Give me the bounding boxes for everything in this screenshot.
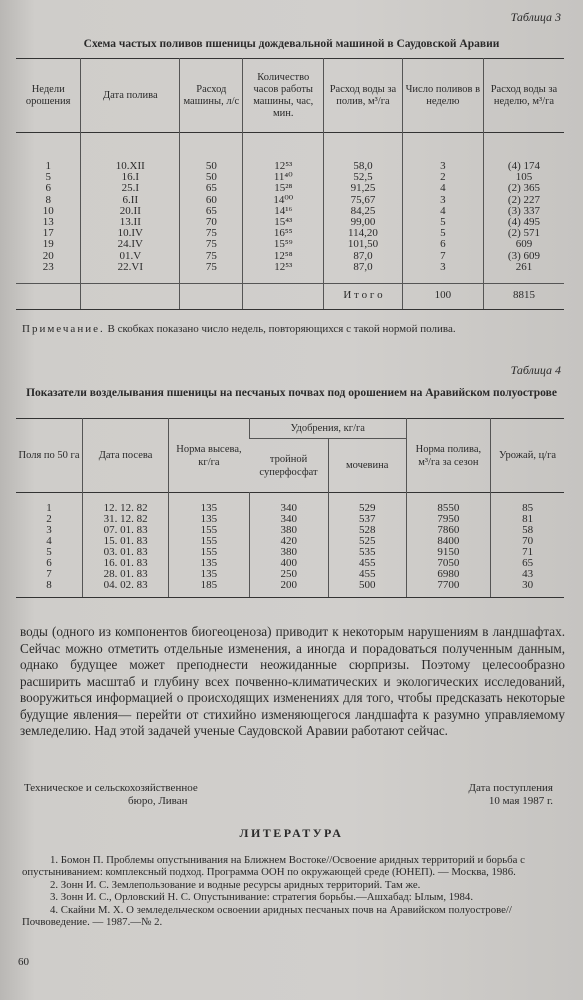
received-line1: Дата поступления — [468, 782, 553, 794]
table-cell: 58,0 — [324, 133, 403, 173]
table-cell: 105 — [483, 172, 564, 183]
table-cell: 75 — [180, 251, 243, 262]
table-cell: 155 — [169, 525, 250, 536]
table-cell: 3 — [402, 133, 483, 173]
table-cell: 8550 — [406, 493, 490, 515]
table-cell: 12⁵³ — [243, 262, 324, 284]
table3-total-row — [16, 284, 564, 310]
t3-header-flow: Расход машины, л/с — [180, 59, 243, 133]
table-cell: 43 — [491, 569, 564, 580]
t3-header-hours: Количество часов работы машины, час, мин. — [243, 59, 324, 133]
table-cell: 340 — [249, 514, 328, 525]
table-cell: 75 — [180, 228, 243, 239]
table-cell: 14¹⁶ — [243, 206, 324, 217]
table-cell: 4 — [46, 535, 52, 547]
table-cell: 22.VI — [81, 262, 180, 284]
table-cell: 261 — [483, 262, 564, 284]
table-cell: 1 — [46, 502, 52, 514]
table-cell: 15⁵⁹ — [243, 239, 324, 250]
table-cell: 15. 01. 83 — [83, 536, 169, 547]
t4-header-fertilizers: Удобрения, кг/га — [249, 419, 406, 439]
t3-header-date: Дата полива — [81, 59, 180, 133]
table-cell: 11⁴⁰ — [243, 172, 324, 183]
table-cell: 19 — [42, 238, 54, 251]
table-cell: 529 — [328, 493, 406, 515]
table-cell: 20.II — [81, 206, 180, 217]
table-cell: 3 — [402, 262, 483, 284]
table-cell: 6980 — [406, 569, 490, 580]
table-cell: 135 — [169, 514, 250, 525]
table-cell: 13 — [42, 216, 54, 229]
table-cell: 99,00 — [324, 217, 403, 228]
t3-header-weeks: Недели орошения — [25, 83, 71, 107]
t4-header-yield: Урожай, ц/га — [491, 419, 564, 493]
table-cell: 70 — [180, 217, 243, 228]
table-cell: 58 — [491, 525, 564, 536]
t4-header-date: Дата посева — [83, 419, 169, 493]
table-cell: 16⁵⁵ — [243, 228, 324, 239]
table-cell: 25.I — [81, 183, 180, 194]
table-cell: 81 — [491, 514, 564, 525]
table-cell: 31. 12. 82 — [83, 514, 169, 525]
table-cell: 8 — [45, 193, 51, 206]
table-cell: 155 — [169, 536, 250, 547]
table-cell: 87,0 — [324, 251, 403, 262]
table-cell: 71 — [491, 547, 564, 558]
table-cell: 75,67 — [324, 195, 403, 206]
table-row — [16, 183, 564, 194]
table-cell: 91,25 — [324, 183, 403, 194]
table-cell: 10.XII — [81, 133, 180, 173]
table-cell: 8400 — [406, 536, 490, 547]
table-cell: 87,0 — [324, 262, 403, 284]
table-cell: (2) 571 — [483, 228, 564, 239]
table-cell: 65 — [180, 183, 243, 194]
table-cell: 535 — [328, 547, 406, 558]
table-cell: 7 — [46, 568, 52, 580]
table-cell: (2) 365 — [483, 183, 564, 194]
table-cell: 15²⁸ — [243, 183, 324, 194]
table-cell: 420 — [249, 536, 328, 547]
table-cell: 6 — [45, 182, 51, 195]
table-cell: 30 — [491, 580, 564, 598]
table-row — [16, 493, 564, 515]
table-cell: 5 — [45, 171, 51, 184]
table-cell: 52,5 — [324, 172, 403, 183]
table-cell: 7050 — [406, 558, 490, 569]
t4-header-field: Поля по 50 га — [18, 450, 80, 461]
body-paragraph: воды (одного из компонентов биогеоценоза) приводит к некоторым нарушениям в ландшафтах. Сейчас можно отметить отдельные изменения, а иногда и порадоваться полученным данным, однако будущее может преподнести неожиданные сюрпризы. Поэтому целесообразно расширить масштаб и глубину всех почвенно-климатических и экологических исследований, вооружиться информацией о происходящих изменениях для того, чтобы предсказать некоторые будущие явления— перейти от стихийно изменяющегося ландшафта к разумно управляемому земледелию. Над этой задачей ученые Саудовской Аравии работают сейчас. — [20, 624, 565, 738]
literature-item: 4. Скайни М. Х. О земледельческом освоении аридных песчаных почв на Аравийском полуострове//Почвоведение. — 1987.—№ 2. — [22, 903, 512, 929]
table4-title: Показатели возделывания пшеницы на песчаных почвах под орошением на Аравийском полуострове — [26, 387, 557, 399]
table-cell: 380 — [249, 547, 328, 558]
literature-heading: ЛИТЕРАТУРА — [239, 826, 344, 840]
table-cell: 13.II — [81, 217, 180, 228]
table-cell: 24.IV — [81, 239, 180, 250]
page-number: 60 — [18, 956, 29, 968]
table-cell: 101,50 — [324, 239, 403, 250]
table-cell: 528 — [328, 525, 406, 536]
table-cell: 525 — [328, 536, 406, 547]
t3-header-irrigations-per-week: Число поливов в неделю — [402, 59, 483, 133]
table-cell: 50 — [180, 172, 243, 183]
received-date — [469, 782, 553, 808]
note-lead: Примечание. — [22, 323, 105, 335]
t3-header-water-per-irrigation: Расход воды за полив, м³/га — [324, 59, 403, 133]
table-cell: (4) 495 — [483, 217, 564, 228]
table-cell: 185 — [169, 580, 250, 598]
table-cell: 380 — [249, 525, 328, 536]
total-label: И т о г о — [324, 284, 403, 310]
table-cell: 400 — [249, 558, 328, 569]
table-cell: 5 — [402, 228, 483, 239]
table-cell: 16. 01. 83 — [83, 558, 169, 569]
table-cell: 03. 01. 83 — [83, 547, 169, 558]
table-row — [16, 239, 564, 250]
table4 — [16, 418, 564, 598]
table3-title: Схема частых поливов пшеницы дождевальной машиной в Саудовской Аравии — [83, 38, 500, 50]
table-cell: 85 — [491, 493, 564, 515]
table-cell: 15⁴³ — [243, 217, 324, 228]
received-line2: 10 мая 1987 г. — [488, 795, 553, 807]
table-cell: 7 — [402, 251, 483, 262]
table-cell: 20 — [42, 249, 54, 262]
total-water: 8815 — [483, 284, 564, 310]
table-cell: 04. 02. 83 — [83, 580, 169, 598]
table-cell: 9150 — [406, 547, 490, 558]
table-cell: 135 — [169, 558, 250, 569]
table-cell: 500 — [328, 580, 406, 598]
table-cell: 23 — [42, 260, 54, 273]
table-cell: 28. 01. 83 — [83, 569, 169, 580]
table-cell: 2 — [46, 513, 52, 525]
table-cell: 135 — [169, 569, 250, 580]
table-cell: 4 — [402, 183, 483, 194]
literature-item: 1. Бомон П. Проблемы опустынивания на Ближнем Востоке//Освоение аридных территорий и борьба с опустыниванием: комплексный подход. Программа ООН по окружающей среде (ЮНЕП). — Москва, 1986. — [22, 854, 525, 879]
table-cell: 17 — [42, 227, 54, 240]
table-row — [16, 262, 564, 284]
table-cell: 114,20 — [324, 228, 403, 239]
table-cell: 50 — [180, 133, 243, 173]
table-cell: 2 — [402, 172, 483, 183]
table-cell: 4 — [402, 206, 483, 217]
t4-header-superphosphate: тройной суперфосфат — [249, 439, 328, 493]
table-cell: (3) 337 — [483, 206, 564, 217]
table-cell: 7950 — [406, 514, 490, 525]
t4-header-water-rate: Норма полива, м³/га за сезон — [406, 419, 490, 493]
table3-label: Таблица 3 — [510, 10, 561, 24]
table-cell: 12. 12. 82 — [83, 493, 169, 515]
table-cell: 5 — [46, 546, 52, 558]
table-cell: 65 — [491, 558, 564, 569]
table-cell: 1 — [45, 160, 51, 172]
table-cell: 12⁵⁸ — [243, 251, 324, 262]
table-cell: 01.V — [81, 251, 180, 262]
table-cell: 537 — [328, 514, 406, 525]
total-irrigations: 100 — [402, 284, 483, 310]
table-cell: 12⁵³ — [243, 133, 324, 173]
table-cell: 16.I — [81, 172, 180, 183]
table-cell: 75 — [180, 262, 243, 284]
table-row — [16, 133, 564, 173]
table-cell: 455 — [328, 569, 406, 580]
table-cell: 6 — [46, 557, 52, 569]
table-cell: 8 — [16, 580, 83, 598]
table4-label: Таблица 4 — [510, 363, 561, 377]
institution-line1: Техническое и сельскохозяйственное — [24, 782, 198, 794]
table-cell: 7860 — [406, 525, 490, 536]
literature-item: 2. Зонн И. С. Землепользование и водные ресурсы аридных территорий. Там же. — [50, 878, 421, 891]
table-cell: 3 — [402, 195, 483, 206]
table3 — [16, 58, 564, 310]
table-cell: 6 — [402, 239, 483, 250]
table-cell: 70 — [491, 536, 564, 547]
table-cell: 7700 — [406, 580, 490, 598]
table-cell: 84,25 — [324, 206, 403, 217]
t4-header-seed-rate: Норма высева, кг/га — [169, 419, 250, 493]
table-row — [16, 580, 564, 598]
table-cell: 3 — [46, 524, 52, 536]
table-cell: 135 — [169, 493, 250, 515]
literature-list — [22, 854, 562, 928]
table-cell: (3) 609 — [483, 251, 564, 262]
note-text: В скобках показано число недель, повторяющихся с такой нормой полива. — [104, 323, 456, 335]
table-cell: 65 — [180, 206, 243, 217]
institution — [24, 782, 198, 808]
institution-line2: бюро, Ливан — [128, 795, 188, 807]
table-cell: 609 — [483, 239, 564, 250]
table-cell: 5 — [402, 217, 483, 228]
table-cell: 250 — [249, 569, 328, 580]
table-cell: 200 — [249, 580, 328, 598]
table-cell: 60 — [180, 195, 243, 206]
table-cell: (4) 174 — [483, 133, 564, 173]
table-cell: 10 — [42, 204, 54, 217]
table-cell: 155 — [169, 547, 250, 558]
table-cell: 340 — [249, 493, 328, 515]
table-cell: 455 — [328, 558, 406, 569]
table-cell: 6.II — [81, 195, 180, 206]
literature-item: 3. Зонн И. С., Орловский Н. С. Опустынивание: стратегия борьбы.—Ашхабад: Ылым, 1984. — [50, 891, 474, 904]
table-cell: 14⁰⁰ — [243, 195, 324, 206]
t4-header-urea: мочевина — [328, 439, 406, 493]
table-cell: 10.IV — [81, 228, 180, 239]
table-cell: 07. 01. 83 — [83, 525, 169, 536]
t3-header-water-per-week: Расход воды за неделю, м³/га — [483, 59, 564, 133]
table-cell: 75 — [180, 239, 243, 250]
table-cell: (2) 227 — [483, 195, 564, 206]
table3-note — [22, 322, 562, 336]
